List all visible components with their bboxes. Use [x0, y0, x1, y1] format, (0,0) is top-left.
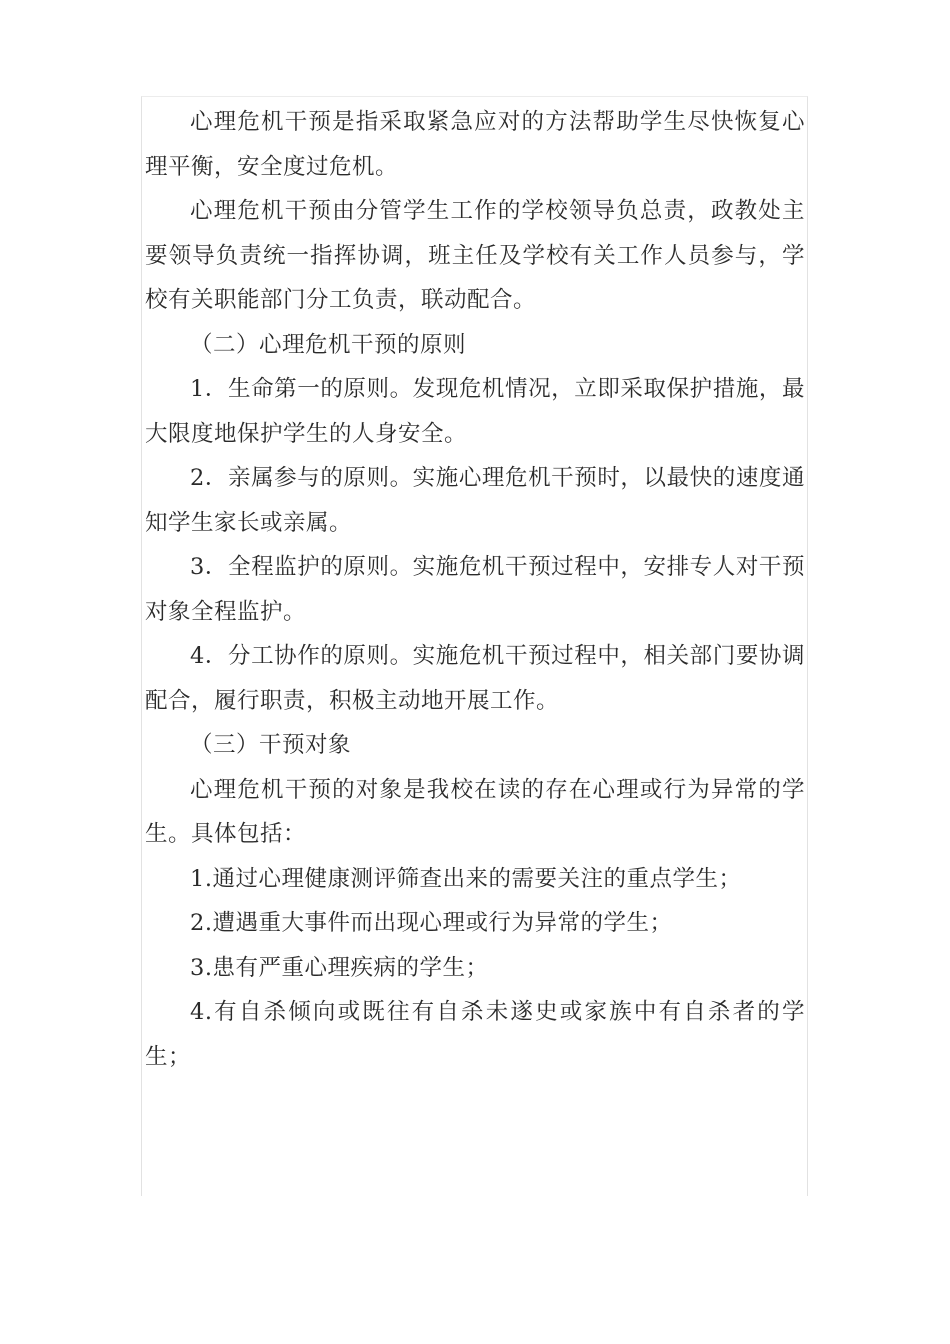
document-body [145, 100, 805, 1079]
target-item-3: 3.患有严重心理疾病的学生； [190, 954, 489, 981]
principle-item-3: 3．全程监护的原则。实施危机干预过程中，安排专人对干预对象全程监护。 [145, 554, 805, 625]
principle-item-1: 1．生命第一的原则。发现危机情况，立即采取保护措施，最大限度地保护学生的人身安全。 [145, 376, 805, 447]
paragraph-responsibility: 心理危机干预由分管学生工作的学校领导负总责，政教处主要领导负责统一指挥协调，班主任及学校有关工作人员参与，学校有关职能部门分工负责，联动配合。 [145, 198, 805, 313]
principle-item-2: 2．亲属参与的原则。实施心理危机干预时，以最快的速度通知学生家长或亲属。 [145, 465, 805, 536]
target-item-1: 1.通过心理健康测评筛查出来的需要关注的重点学生； [190, 865, 742, 892]
paragraph-targets-intro: 心理危机干预的对象是我校在读的存在心理或行为异常的学生。具体包括： [145, 776, 805, 847]
paragraph-definition: 心理危机干预是指采取紧急应对的方法帮助学生尽快恢复心理平衡，安全度过危机。 [145, 109, 805, 180]
principle-item-4: 4．分工协作的原则。实施危机干预过程中，相关部门要协调配合，履行职责，积极主动地开展工作。 [145, 643, 805, 714]
target-item-4: 4.有自杀倾向或既往有自杀未遂史或家族中有自杀者的学生； [145, 999, 805, 1070]
target-item-2: 2.遭遇重大事件而出现心理或行为异常的学生； [190, 910, 673, 936]
section-heading-targets: （三）干预对象 [190, 732, 352, 758]
section-heading-principles: （二）心理危机干预的原则 [190, 331, 467, 358]
